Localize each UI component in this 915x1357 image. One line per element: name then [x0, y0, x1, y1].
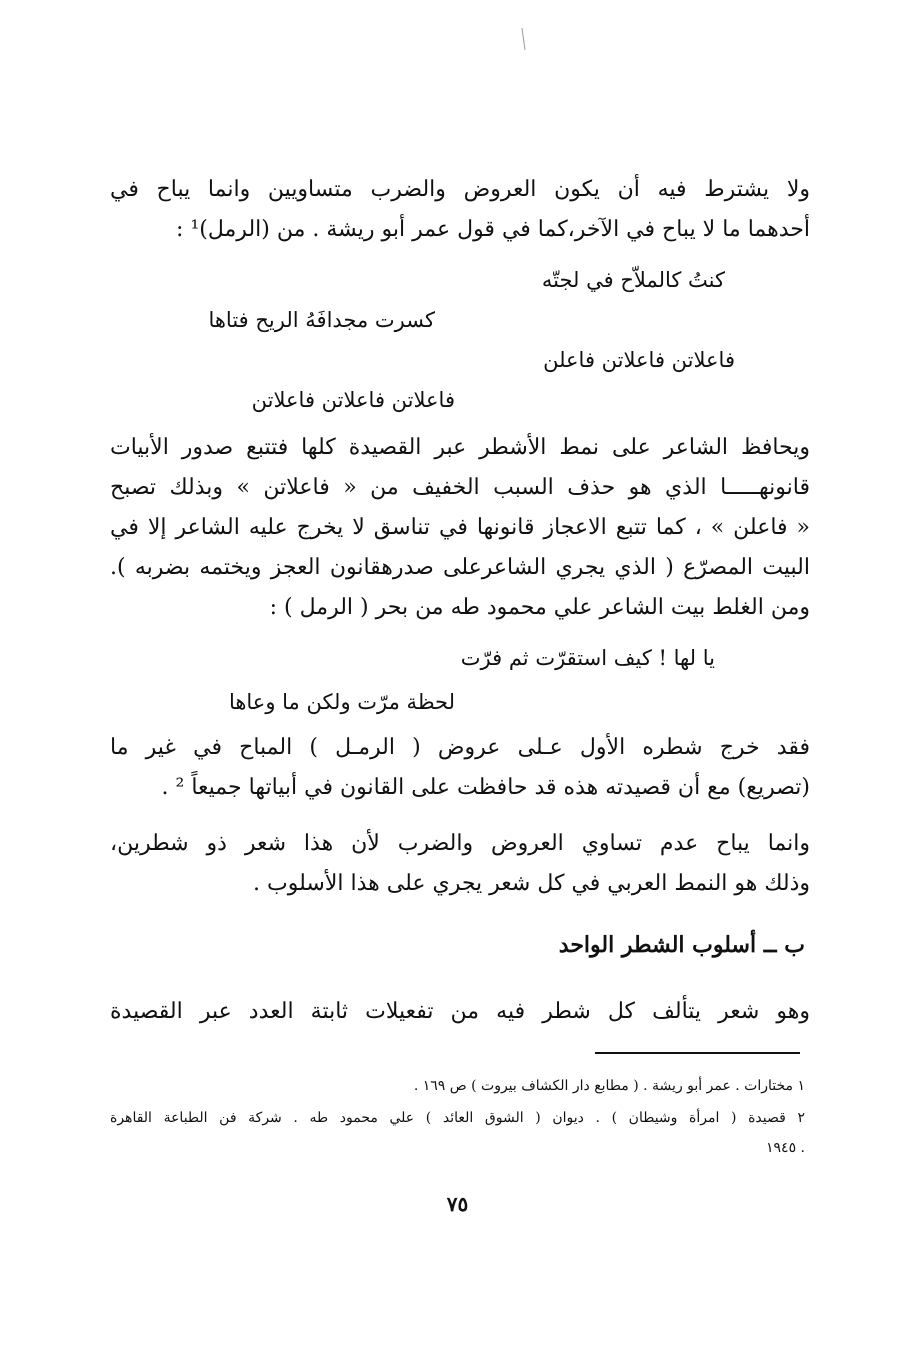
footnote-2: ٢ قصيدة ( امرأة وشيطان ) . ديوان ( الشوق العائد ) علي محمود طه . شركة فن الطباعة القاهرة: [110, 1110, 805, 1126]
paragraph-4: [110, 824, 810, 904]
verse-1-first-hemistich: كنتُ كالملاّح في لجتّه: [541, 268, 725, 292]
text-line: وهو شعر يتألف كل شطر فيه من تفعيلات ثابتة العدد عبر القصيدة: [110, 999, 810, 1024]
paragraph-2: [110, 428, 810, 628]
text-line: وانما يباح عدم تساوي العروض والضرب لأن هذا شعر ذو شطرين،: [110, 831, 810, 856]
verse-2-second-hemistich: لحظة مرّت ولكن ما وعاها: [228, 690, 455, 714]
scansion-line-2: فاعلاتن فاعلاتن فاعلاتن: [251, 388, 455, 412]
text-line: البيت المصرّع ( الذي يجري الشاعرعلى صدرهقانون العجز ويختمه بضربه ).: [110, 555, 810, 580]
footnote-separator: [595, 1052, 800, 1054]
paragraph-1: [110, 170, 810, 250]
scan-mark: [521, 28, 525, 50]
text-line: ويحافظ الشاعر على نمط الأشطر عبر القصيدة كلها فتتبع صدور الأبيات: [110, 435, 810, 460]
text-line: ومن الغلط بيت الشاعر علي محمود طه من بحر ( الرمل ) :: [269, 595, 810, 620]
paragraph-3: [110, 728, 810, 808]
text-line: قانونهـــــا الذي هو حذف السبب الخفيف من « فاعلاتن » وبذلك تصبح: [110, 475, 810, 500]
page-number: ٧٥: [446, 1192, 469, 1216]
section-heading: ب ــ أسلوب الشطر الواحد: [558, 932, 805, 958]
text-line: فقد خرج شطره الأول عـلى عروض ( الرمـل ) المباح في غير ما: [110, 735, 810, 760]
text-line: ولا يشترط فيه أن يكون العروض والضرب متساويين وانما يباح في: [110, 177, 810, 202]
scansion-line-1: فاعلاتن فاعلاتن فاعلن: [543, 348, 735, 372]
text-line: « فاعلن » ، كما تتبع الاعجاز قانونها في تناسق لا يخرج عليه الشاعر إلا في: [110, 515, 810, 540]
verse-1-second-hemistich: كسرت مجدافَهُ الريح فتاها: [208, 308, 435, 332]
text-line: وذلك هو النمط العربي في كل شعر يجري على هذا الأسلوب .: [253, 871, 810, 896]
text-line: أحدهما ما لا يباح في الآخر،كما في قول عمر أبو ريشة . من (الرمل)¹ :: [176, 217, 810, 242]
footnote-1: ١ مختارات . عمر أبو ريشة . ( مطابع دار الكشاف بيروت ) ص ١٦٩ .: [413, 1078, 805, 1094]
paragraph-5: [110, 992, 810, 1032]
footnote-2-continuation: . ١٩٤٥: [766, 1140, 805, 1156]
text-line: (تصريع) مع أن قصيدته هذه قد حافظت على القانون في أبياتها جميعاً ² .: [161, 775, 810, 800]
verse-2-first-hemistich: يا لها ! كيف استقرّت ثم فرّت: [460, 646, 715, 670]
